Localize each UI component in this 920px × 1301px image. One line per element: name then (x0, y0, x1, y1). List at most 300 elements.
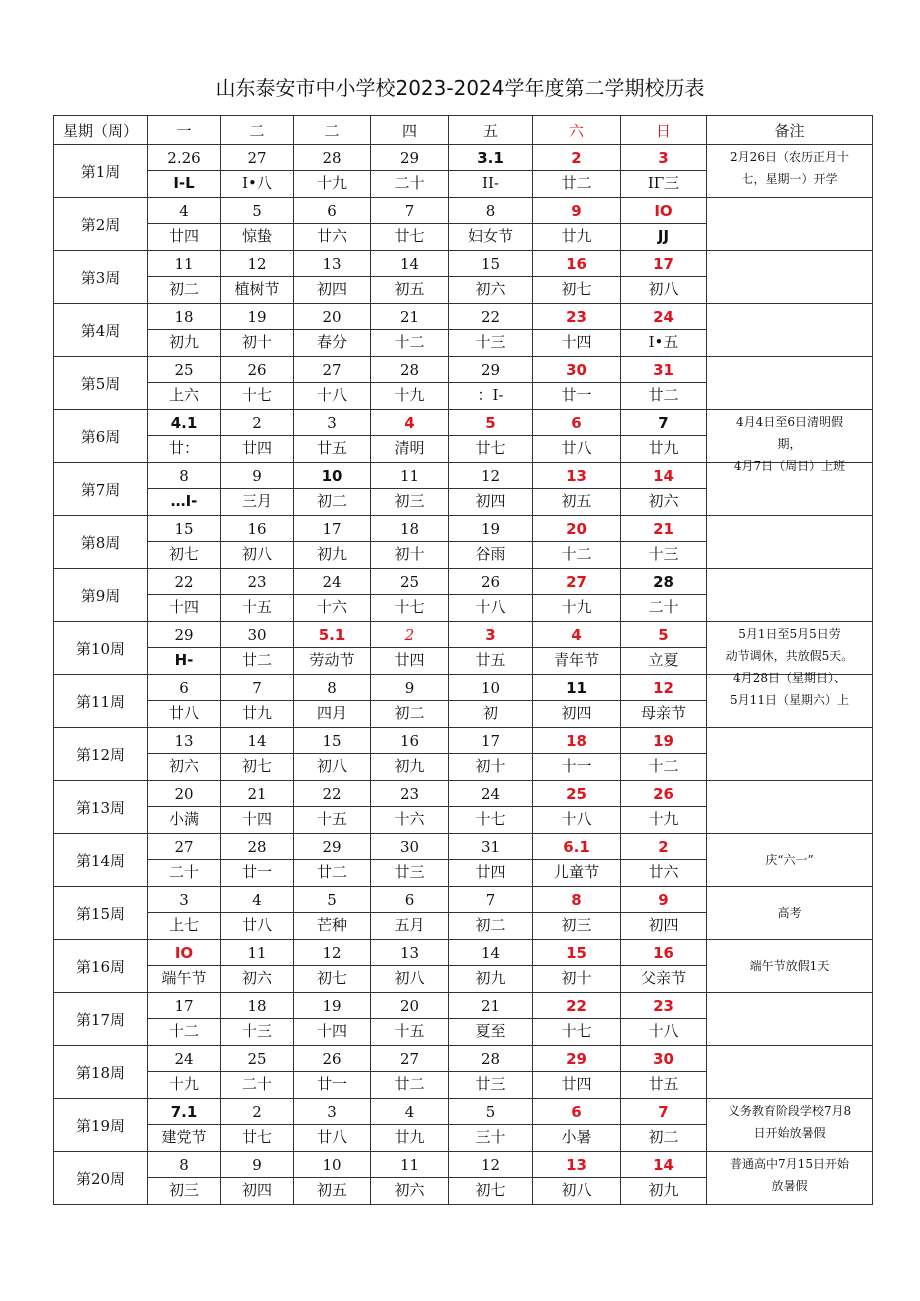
day-cell-mon (148, 410, 221, 463)
date-number: 18 (148, 304, 220, 330)
page-title: 山东泰安市中小学校2023-2024学年度第二学期校历表 (215, 76, 705, 100)
date-number: 3 (449, 622, 532, 648)
week-row (54, 198, 873, 251)
date-number: 12 (621, 675, 706, 701)
date-number: 29 (533, 1046, 620, 1072)
date-number: 26 (621, 781, 706, 807)
date-number: 22 (294, 781, 370, 807)
lunar-date: 二十 (241, 1075, 272, 1093)
lunar-date: 十四 (168, 598, 199, 616)
date-number: 8 (148, 463, 220, 489)
week-note (707, 728, 873, 781)
day-cell-tue (221, 516, 294, 569)
date-number: 20 (371, 993, 448, 1019)
lunar-date: 初四 (241, 1181, 272, 1199)
note-line: 七，星期一）开学 (741, 172, 838, 186)
day-cell-sat (533, 569, 621, 622)
date-number: 2 (221, 1099, 293, 1125)
date-number: 3 (294, 410, 370, 436)
note-lines (707, 941, 872, 991)
day-cell-thu (371, 410, 449, 463)
lunar-date: 夏至 (475, 1022, 506, 1040)
date-number: 7.1 (148, 1099, 220, 1125)
day-cell-sat (533, 940, 621, 993)
date-number: 9 (371, 675, 448, 701)
lunar-date: 廿三 (475, 1075, 506, 1093)
day-cell-mon (148, 781, 221, 834)
lunar-date: 上六 (168, 386, 199, 404)
day-cell-wed (294, 357, 371, 410)
day-cell-sun (621, 993, 707, 1046)
lunar-date: 十二 (561, 545, 592, 563)
lunar-date: 初二 (168, 280, 199, 298)
header-day-wed: 二 (294, 116, 371, 145)
week-row (54, 357, 873, 410)
date-number: 21 (621, 516, 706, 542)
day-cell-sun (621, 357, 707, 410)
date-number: 9 (221, 1152, 293, 1178)
week-note (707, 887, 873, 940)
lunar-date: 初九 (648, 1181, 679, 1199)
day-cell-thu (371, 304, 449, 357)
lunar-date: 十三 (475, 333, 506, 351)
date-number: 13 (294, 251, 370, 277)
note-lines (707, 411, 872, 473)
date-number: 5.1 (294, 622, 370, 648)
lunar-date: 廿五 (648, 1075, 679, 1093)
note-lines (707, 146, 872, 196)
calendar-body (54, 145, 873, 1205)
week-label: 第4周 (54, 304, 148, 357)
lunar-date: 初十 (475, 757, 506, 775)
day-cell-tue (221, 145, 294, 198)
day-cell-fri (449, 357, 533, 410)
date-number: 5 (621, 622, 706, 648)
note-line: 义务教育阶段学校7月8 (727, 1104, 852, 1118)
date-number: 21 (221, 781, 293, 807)
week-note (707, 198, 873, 251)
date-number: 15 (148, 516, 220, 542)
lunar-date: 廿九 (241, 704, 272, 722)
day-cell-mon (148, 516, 221, 569)
note-line: 4月7日（周日）上班 (733, 459, 846, 473)
date-number: IO (621, 198, 706, 224)
date-number: 24 (621, 304, 706, 330)
day-cell-mon (148, 887, 221, 940)
note-lines (707, 1100, 872, 1150)
date-number: 4 (371, 1099, 448, 1125)
date-number: 5 (294, 887, 370, 913)
date-number: 11 (371, 1152, 448, 1178)
day-cell-sun (621, 728, 707, 781)
week-label: 第10周 (54, 622, 148, 675)
day-cell-wed (294, 410, 371, 463)
date-number: 4 (148, 198, 220, 224)
lunar-date: 十四 (316, 1022, 347, 1040)
date-number: 2 (371, 622, 448, 648)
lunar-date: 十五 (394, 1022, 425, 1040)
lunar-date: IΓ三 (647, 174, 680, 192)
lunar-date: 初六 (648, 492, 679, 510)
lunar-date: 二十 (168, 863, 199, 881)
day-cell-sat (533, 516, 621, 569)
date-number: 23 (221, 569, 293, 595)
note-line: 庆“六一” (765, 853, 814, 867)
day-cell-sat (533, 357, 621, 410)
week-note (707, 516, 873, 569)
lunar-date: 十六 (394, 810, 425, 828)
week-label: 第11周 (54, 675, 148, 728)
lunar-date: 廿七 (394, 227, 425, 245)
day-cell-thu (371, 463, 449, 516)
lunar-date: 十二 (168, 1022, 199, 1040)
lunar-date: 廿八 (168, 704, 199, 722)
day-cell-wed (294, 198, 371, 251)
lunar-date: 廿七 (475, 439, 506, 457)
day-cell-sat (533, 251, 621, 304)
date-number: 8 (294, 675, 370, 701)
week-row (54, 569, 873, 622)
lunar-date: 植树节 (234, 280, 280, 298)
week-label: 第1周 (54, 145, 148, 198)
day-cell-fri (449, 728, 533, 781)
day-cell-wed (294, 251, 371, 304)
header-day-tue: 二 (221, 116, 294, 145)
date-number: 12 (221, 251, 293, 277)
date-number: 30 (371, 834, 448, 860)
day-cell-sat (533, 410, 621, 463)
day-cell-wed (294, 1152, 371, 1205)
day-cell-mon (148, 251, 221, 304)
lunar-date: 十九 (168, 1075, 199, 1093)
day-cell-thu (371, 357, 449, 410)
date-number: 17 (294, 516, 370, 542)
date-number: 31 (621, 357, 706, 383)
day-cell-mon (148, 834, 221, 887)
lunar-date: 初六 (168, 757, 199, 775)
day-cell-fri (449, 569, 533, 622)
day-cell-wed (294, 145, 371, 198)
day-cell-tue (221, 887, 294, 940)
day-cell-tue (221, 1152, 294, 1205)
date-number: 12 (449, 463, 532, 489)
lunar-date: 儿童节 (553, 863, 599, 881)
lunar-date: ：I- (477, 386, 504, 404)
lunar-date: 芒种 (316, 916, 347, 934)
lunar-date: 初八 (648, 280, 679, 298)
day-cell-wed (294, 887, 371, 940)
lunar-date: 初九 (394, 757, 425, 775)
lunar-date: 十五 (316, 810, 347, 828)
week-note (707, 1152, 873, 1205)
day-cell-sun (621, 304, 707, 357)
date-number: 20 (148, 781, 220, 807)
date-number: 11 (533, 675, 620, 701)
date-number: 10 (294, 463, 370, 489)
day-cell-mon (148, 145, 221, 198)
date-number: 25 (371, 569, 448, 595)
date-number: 30 (621, 1046, 706, 1072)
date-number: 16 (221, 516, 293, 542)
date-number: 13 (533, 463, 620, 489)
day-cell-thu (371, 834, 449, 887)
day-cell-thu (371, 251, 449, 304)
date-number: 7 (449, 887, 532, 913)
lunar-date: 廿三 (394, 863, 425, 881)
lunar-date: 十九 (648, 810, 679, 828)
date-number: 2 (621, 834, 706, 860)
date-number: 29 (294, 834, 370, 860)
week-label: 第8周 (54, 516, 148, 569)
week-label: 第6周 (54, 410, 148, 463)
note-line: 日开始放暑假 (753, 1126, 826, 1140)
day-cell-sun (621, 145, 707, 198)
day-cell-mon (148, 463, 221, 516)
lunar-date: 初五 (561, 492, 592, 510)
note-lines (707, 782, 872, 832)
date-number: 3 (621, 145, 706, 171)
day-cell-sat (533, 1099, 621, 1152)
lunar-date: 初四 (316, 280, 347, 298)
date-number: 28 (294, 145, 370, 171)
lunar-date: 廿一 (561, 386, 592, 404)
note-line: 2月26日（农历正月十 (730, 150, 849, 164)
day-cell-thu (371, 516, 449, 569)
lunar-date: 廿八 (561, 439, 592, 457)
lunar-date: 立夏 (648, 651, 679, 669)
lunar-date: 小暑 (561, 1128, 592, 1146)
day-cell-mon (148, 993, 221, 1046)
week-note (707, 304, 873, 357)
lunar-date: 初六 (475, 280, 506, 298)
date-number: 2 (533, 145, 620, 171)
date-number: 27 (148, 834, 220, 860)
day-cell-wed (294, 834, 371, 887)
lunar-date: 廿九 (394, 1128, 425, 1146)
date-number: 8 (148, 1152, 220, 1178)
date-number: 22 (148, 569, 220, 595)
date-number: 26 (294, 1046, 370, 1072)
day-cell-mon (148, 728, 221, 781)
date-number: 3 (148, 887, 220, 913)
lunar-date: 十七 (394, 598, 425, 616)
day-cell-fri (449, 622, 533, 675)
date-number: 29 (148, 622, 220, 648)
date-number: 8 (449, 198, 532, 224)
day-cell-thu (371, 675, 449, 728)
lunar-date: 廿一 (316, 1075, 347, 1093)
day-cell-fri (449, 304, 533, 357)
week-row (54, 940, 873, 993)
date-number: 2.26 (148, 145, 220, 171)
date-number: 10 (449, 675, 532, 701)
day-cell-wed (294, 675, 371, 728)
day-cell-thu (371, 940, 449, 993)
date-number: 14 (621, 463, 706, 489)
lunar-date: 廿六 (648, 863, 679, 881)
note-lines (707, 835, 872, 885)
date-number: 7 (621, 1099, 706, 1125)
date-number: 5 (449, 410, 532, 436)
day-cell-wed (294, 622, 371, 675)
date-number: 7 (371, 198, 448, 224)
date-number: 25 (533, 781, 620, 807)
lunar-date: 父亲节 (640, 969, 686, 987)
week-row (54, 781, 873, 834)
day-cell-wed (294, 463, 371, 516)
header-day-fri: 五 (449, 116, 533, 145)
day-cell-mon (148, 198, 221, 251)
day-cell-fri (449, 516, 533, 569)
day-cell-sun (621, 887, 707, 940)
day-cell-mon (148, 940, 221, 993)
day-cell-fri (449, 145, 533, 198)
week-note (707, 410, 873, 473)
day-cell-fri (449, 1099, 533, 1152)
lunar-date: 十四 (561, 333, 592, 351)
date-number: 6 (533, 1099, 620, 1125)
lunar-date: I•八 (242, 174, 272, 192)
lunar-date: 廿六 (316, 227, 347, 245)
lunar-date: 初八 (316, 757, 347, 775)
date-number: 11 (371, 463, 448, 489)
date-number: 4 (371, 410, 448, 436)
day-cell-fri (449, 1152, 533, 1205)
note-line: 4月28日（星期日）、 (733, 671, 846, 685)
header-week: 星期（周） (54, 116, 148, 145)
date-number: 14 (621, 1152, 706, 1178)
lunar-date: 廿二 (561, 174, 592, 192)
day-cell-thu (371, 781, 449, 834)
lunar-date: 初五 (316, 1181, 347, 1199)
note-line: 普通高中7月15日开始 (730, 1157, 849, 1171)
day-cell-tue (221, 675, 294, 728)
date-number: 10 (294, 1152, 370, 1178)
week-row (54, 1099, 873, 1152)
week-label: 第7周 (54, 463, 148, 516)
date-number: 19 (449, 516, 532, 542)
day-cell-tue (221, 781, 294, 834)
date-number: 15 (533, 940, 620, 966)
lunar-date: 十九 (561, 598, 592, 616)
note-lines (707, 623, 872, 707)
note-line: 期， (777, 437, 802, 451)
header-notes: 备注 (707, 116, 873, 145)
lunar-date: 小满 (168, 810, 199, 828)
lunar-date: 廿九 (648, 439, 679, 457)
lunar-date: 廿一 (241, 863, 272, 881)
lunar-date: 廿五 (316, 439, 347, 457)
lunar-date: 初二 (394, 704, 425, 722)
day-cell-sat (533, 834, 621, 887)
date-number: 30 (221, 622, 293, 648)
lunar-date: 五月 (394, 916, 425, 934)
day-cell-tue (221, 1046, 294, 1099)
date-number: 27 (533, 569, 620, 595)
date-number: 4 (533, 622, 620, 648)
day-cell-sun (621, 569, 707, 622)
date-number: 27 (371, 1046, 448, 1072)
day-cell-sat (533, 1046, 621, 1099)
date-number: 6 (294, 198, 370, 224)
date-number: IO (148, 940, 220, 966)
day-cell-tue (221, 410, 294, 463)
day-cell-sun (621, 781, 707, 834)
note-line: 5月11日（星期六）上 (730, 693, 849, 707)
date-number: 23 (533, 304, 620, 330)
date-number: 6 (148, 675, 220, 701)
day-cell-fri (449, 410, 533, 463)
lunar-date: I-L (173, 174, 195, 192)
day-cell-tue (221, 622, 294, 675)
date-number: 15 (449, 251, 532, 277)
week-label: 第5周 (54, 357, 148, 410)
note-lines (707, 305, 872, 355)
day-cell-thu (371, 887, 449, 940)
lunar-date: 十八 (561, 810, 592, 828)
lunar-date: 廿四 (168, 227, 199, 245)
date-number: 6 (533, 410, 620, 436)
date-number: 28 (621, 569, 706, 595)
day-cell-tue (221, 569, 294, 622)
week-row (54, 728, 873, 781)
date-number: 22 (533, 993, 620, 1019)
day-cell-sat (533, 198, 621, 251)
lunar-date: 惊蛰 (241, 227, 272, 245)
lunar-date: 十四 (241, 810, 272, 828)
date-number: 26 (449, 569, 532, 595)
week-note (707, 940, 873, 993)
week-row (54, 251, 873, 304)
date-number: 20 (294, 304, 370, 330)
lunar-date: 初八 (394, 969, 425, 987)
lunar-date: 初七 (241, 757, 272, 775)
day-cell-tue (221, 834, 294, 887)
week-label: 第16周 (54, 940, 148, 993)
day-cell-sun (621, 622, 707, 675)
day-cell-thu (371, 728, 449, 781)
lunar-date: 廿二 (648, 386, 679, 404)
lunar-date: 初三 (561, 916, 592, 934)
day-cell-sat (533, 728, 621, 781)
lunar-date: 初四 (648, 916, 679, 934)
day-cell-sun (621, 675, 707, 728)
lunar-date: I•五 (648, 333, 679, 351)
week-note (707, 145, 873, 198)
lunar-date: 十六 (316, 598, 347, 616)
date-number: 29 (449, 357, 532, 383)
day-cell-wed (294, 516, 371, 569)
day-cell-thu (371, 622, 449, 675)
lunar-date: 十七 (561, 1022, 592, 1040)
week-row (54, 622, 873, 675)
date-number: 27 (221, 145, 293, 171)
date-number: 31 (449, 834, 532, 860)
week-note (707, 993, 873, 1046)
day-cell-wed (294, 304, 371, 357)
note-line: 端午节放假1天 (749, 959, 830, 973)
lunar-date: 建党节 (161, 1128, 207, 1146)
week-note (707, 251, 873, 304)
date-number: 6.1 (533, 834, 620, 860)
note-lines (707, 517, 872, 567)
lunar-date: 廿四 (475, 863, 506, 881)
day-cell-wed (294, 1099, 371, 1152)
lunar-date: 廿： (168, 439, 199, 457)
date-number: 11 (148, 251, 220, 277)
week-row (54, 145, 873, 198)
day-cell-tue (221, 198, 294, 251)
